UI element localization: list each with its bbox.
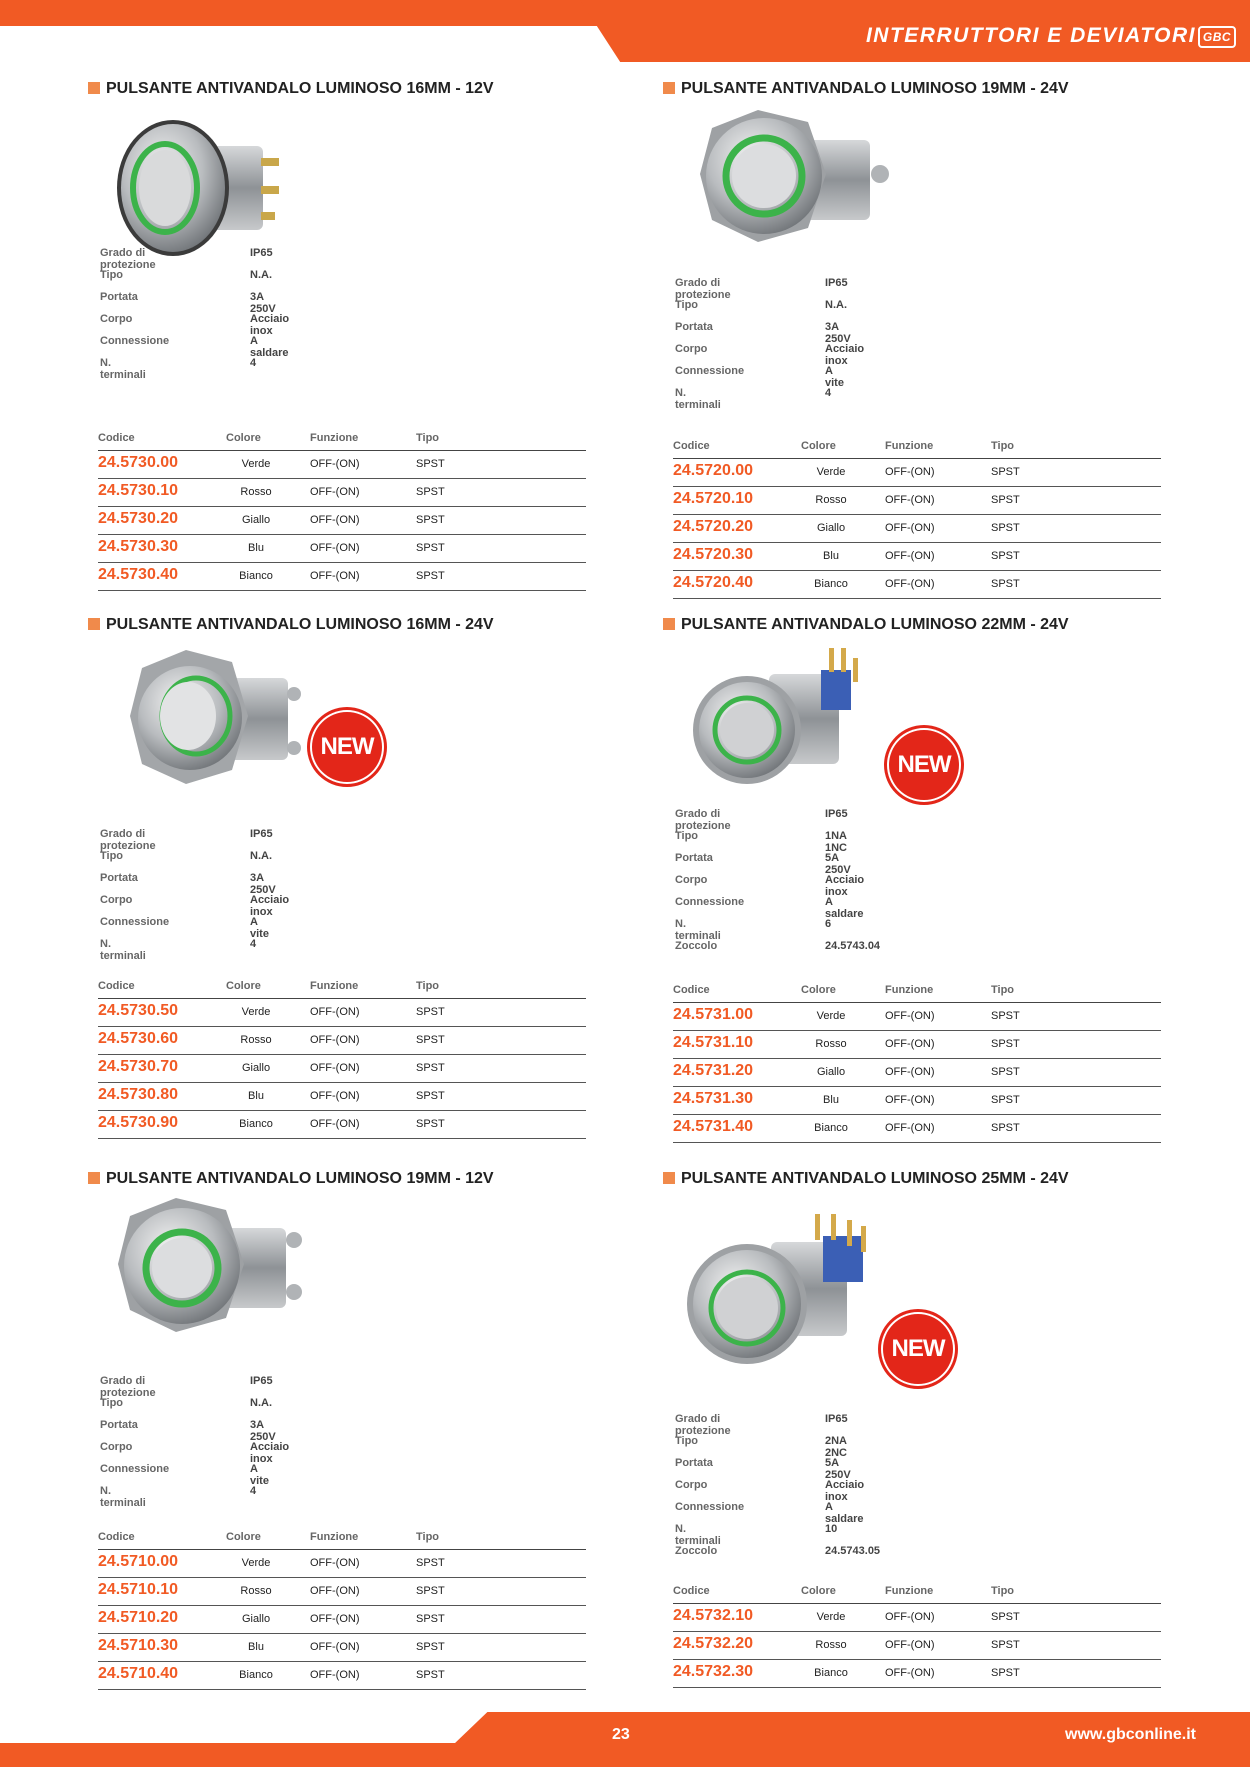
table-row: 24.5730.00 Verde OFF-(ON) SPST (98, 451, 586, 479)
table-row: 24.5730.20 Giallo OFF-(ON) SPST (98, 507, 586, 535)
section-title: PULSANTE ANTIVANDALO LUMINOSO 16MM - 12V (88, 80, 494, 98)
section-title: PULSANTE ANTIVANDALO LUMINOSO 19MM - 24V (663, 80, 1069, 98)
table-row: 24.5731.20 Giallo OFF-(ON) SPST (673, 1059, 1161, 1087)
table-row: 24.5720.20 Giallo OFF-(ON) SPST (673, 515, 1161, 543)
bullet-square-icon (663, 1172, 675, 1184)
table-header: Codice Colore Funzione Tipo (98, 1527, 586, 1550)
table-row: 24.5710.30 Blu OFF-(ON) SPST (98, 1634, 586, 1662)
product-table (673, 1581, 1161, 1688)
section-22mm-24v: PULSANTE ANTIVANDALO LUMINOSO 22MM - 24V NEW Grado di protezione IP65 Tipo 1NA 1NC Portata 5A 250V Corpo Acciaio inox Connessione A saldare N. terminali 6 Zoccolo 24.5743.04 Codice Colore Funzione Tipo 24.5731.00 Verde OFF-(ON) SPST 24.5731.10 Rosso OFF-(ON) SPST 24.5731.20 Giallo OFF-(ON) SPST 24.5731.30 Blu OFF-(ON) SPST 24.5731.40 Bianco OFF-(ON) SPST (663, 616, 1203, 1146)
page-number: 23 (612, 1726, 630, 1743)
product-table (98, 428, 586, 591)
table-row: 24.5730.10 Rosso OFF-(ON) SPST (98, 479, 586, 507)
table-row: 24.5710.00 Verde OFF-(ON) SPST (98, 1550, 586, 1578)
push-button-product-image (691, 644, 871, 794)
table-row: 24.5720.00 Verde OFF-(ON) SPST (673, 459, 1161, 487)
push-button-product-image (698, 104, 898, 254)
bullet-square-icon (663, 618, 675, 630)
table-row: 24.5730.40 Bianco OFF-(ON) SPST (98, 563, 586, 591)
gbc-logo: GBC (1198, 26, 1236, 48)
section-16mm-12v: PULSANTE ANTIVANDALO LUMINOSO 16MM - 12V Grado di protezione IP65 Tipo N.A. Portata 3A 250V Corpo Acciaio inox Connessione A saldare N. terminali 4 Codice Colore Funzione Tipo 24.5730.00 Verde OFF-(ON) SPST 24.5730.10 Rosso OFF-(ON) SPST 24.5730.20 Giallo OFF-(ON) SPST 24.5730.30 Blu OFF-(ON) SPST 24.5730.40 Bianco OFF-(ON) SPST (88, 80, 628, 600)
section-19mm-12v: PULSANTE ANTIVANDALO LUMINOSO 19MM - 12V Grado di protezione IP65 Tipo N.A. Portata 3A 250V Corpo Acciaio inox Connessione A vite N. terminali 4 Codice Colore Funzione Tipo 24.5710.00 Verde OFF-(ON) SPST 24.5710.10 Rosso OFF-(ON) SPST 24.5710.20 Giallo OFF-(ON) SPST 24.5710.30 Blu OFF-(ON) SPST 24.5710.40 Bianco OFF-(ON) SPST (88, 1170, 628, 1690)
section-title: PULSANTE ANTIVANDALO LUMINOSO 25MM - 24V (663, 1170, 1069, 1188)
table-header: Codice Colore Funzione Tipo (673, 1581, 1161, 1604)
new-badge: NEW (310, 710, 384, 784)
product-table (673, 980, 1161, 1143)
page-header (0, 0, 1250, 62)
table-row: 24.5732.10 Verde OFF-(ON) SPST (673, 1604, 1161, 1632)
table-row: 24.5732.20 Rosso OFF-(ON) SPST (673, 1632, 1161, 1660)
table-row: 24.5720.10 Rosso OFF-(ON) SPST (673, 487, 1161, 515)
table-row: 24.5730.80 Blu OFF-(ON) SPST (98, 1083, 586, 1111)
push-button-product-image (128, 644, 308, 794)
page-footer (0, 1712, 1250, 1767)
website-link[interactable]: www.gbconline.it (1065, 1726, 1196, 1743)
product-table (673, 436, 1161, 599)
table-header: Codice Colore Funzione Tipo (673, 980, 1161, 1003)
push-button-product-image (116, 1192, 316, 1342)
bullet-square-icon (88, 618, 100, 630)
table-row: 24.5730.90 Bianco OFF-(ON) SPST (98, 1111, 586, 1139)
table-row: 24.5730.30 Blu OFF-(ON) SPST (98, 535, 586, 563)
table-row: 24.5710.40 Bianco OFF-(ON) SPST (98, 1662, 586, 1690)
section-title: PULSANTE ANTIVANDALO LUMINOSO 16MM - 24V (88, 616, 494, 634)
push-button-product-image (113, 108, 313, 258)
new-badge: NEW (881, 1312, 955, 1386)
section-25mm-24v: PULSANTE ANTIVANDALO LUMINOSO 25MM - 24V NEW Grado di protezione IP65 Tipo 2NA 2NC Portata 5A 250V Corpo Acciaio inox Connessione A saldare N. terminali 10 Zoccolo 24.5743.05 Codice Colore Funzione Tipo 24.5732.10 Verde OFF-(ON) SPST 24.5732.20 Rosso OFF-(ON) SPST 24.5732.30 Bianco OFF-(ON) SPST (663, 1170, 1203, 1700)
table-row: 24.5720.40 Bianco OFF-(ON) SPST (673, 571, 1161, 599)
table-row: 24.5731.10 Rosso OFF-(ON) SPST (673, 1031, 1161, 1059)
table-row: 24.5720.30 Blu OFF-(ON) SPST (673, 543, 1161, 571)
table-row: 24.5730.60 Rosso OFF-(ON) SPST (98, 1027, 586, 1055)
table-header: Codice Colore Funzione Tipo (98, 428, 586, 451)
table-row: 24.5730.70 Giallo OFF-(ON) SPST (98, 1055, 586, 1083)
table-row: 24.5731.30 Blu OFF-(ON) SPST (673, 1087, 1161, 1115)
section-title: PULSANTE ANTIVANDALO LUMINOSO 22MM - 24V (663, 616, 1069, 634)
header-title: INTERRUTTORI E DEVIATORI (865, 24, 1196, 47)
table-row: 24.5730.50 Verde OFF-(ON) SPST (98, 999, 586, 1027)
table-row: 24.5710.10 Rosso OFF-(ON) SPST (98, 1578, 586, 1606)
table-header: Codice Colore Funzione Tipo (98, 976, 586, 999)
push-button-product-image (685, 1212, 885, 1372)
bullet-square-icon (88, 1172, 100, 1184)
new-badge: NEW (887, 728, 961, 802)
product-table (98, 1527, 586, 1690)
product-table (98, 976, 586, 1139)
table-row: 24.5732.30 Bianco OFF-(ON) SPST (673, 1660, 1161, 1688)
bullet-square-icon (88, 82, 100, 94)
table-header: Codice Colore Funzione Tipo (673, 436, 1161, 459)
table-row: 24.5710.20 Giallo OFF-(ON) SPST (98, 1606, 586, 1634)
section-title: PULSANTE ANTIVANDALO LUMINOSO 19MM - 12V (88, 1170, 494, 1188)
bullet-square-icon (663, 82, 675, 94)
table-row: 24.5731.00 Verde OFF-(ON) SPST (673, 1003, 1161, 1031)
section-16mm-24v: PULSANTE ANTIVANDALO LUMINOSO 16MM - 24V NEW Grado di protezione IP65 Tipo N.A. Portata 3A 250V Corpo Acciaio inox Connessione A vite N. terminali 4 Codice Colore Funzione Tipo 24.5730.50 Verde OFF-(ON) SPST 24.5730.60 Rosso OFF-(ON) SPST 24.5730.70 Giallo OFF-(ON) SPST 24.5730.80 Blu OFF-(ON) SPST 24.5730.90 Bianco OFF-(ON) SPST (88, 616, 628, 1146)
section-19mm-24v: PULSANTE ANTIVANDALO LUMINOSO 19MM - 24V Grado di protezione IP65 Tipo N.A. Portata 3A 250V Corpo Acciaio inox Connessione A vite N. terminali 4 Codice Colore Funzione Tipo 24.5720.00 Verde OFF-(ON) SPST 24.5720.10 Rosso OFF-(ON) SPST 24.5720.20 Giallo OFF-(ON) SPST 24.5720.30 Blu OFF-(ON) SPST 24.5720.40 Bianco OFF-(ON) SPST (663, 80, 1203, 610)
table-row: 24.5731.40 Bianco OFF-(ON) SPST (673, 1115, 1161, 1143)
